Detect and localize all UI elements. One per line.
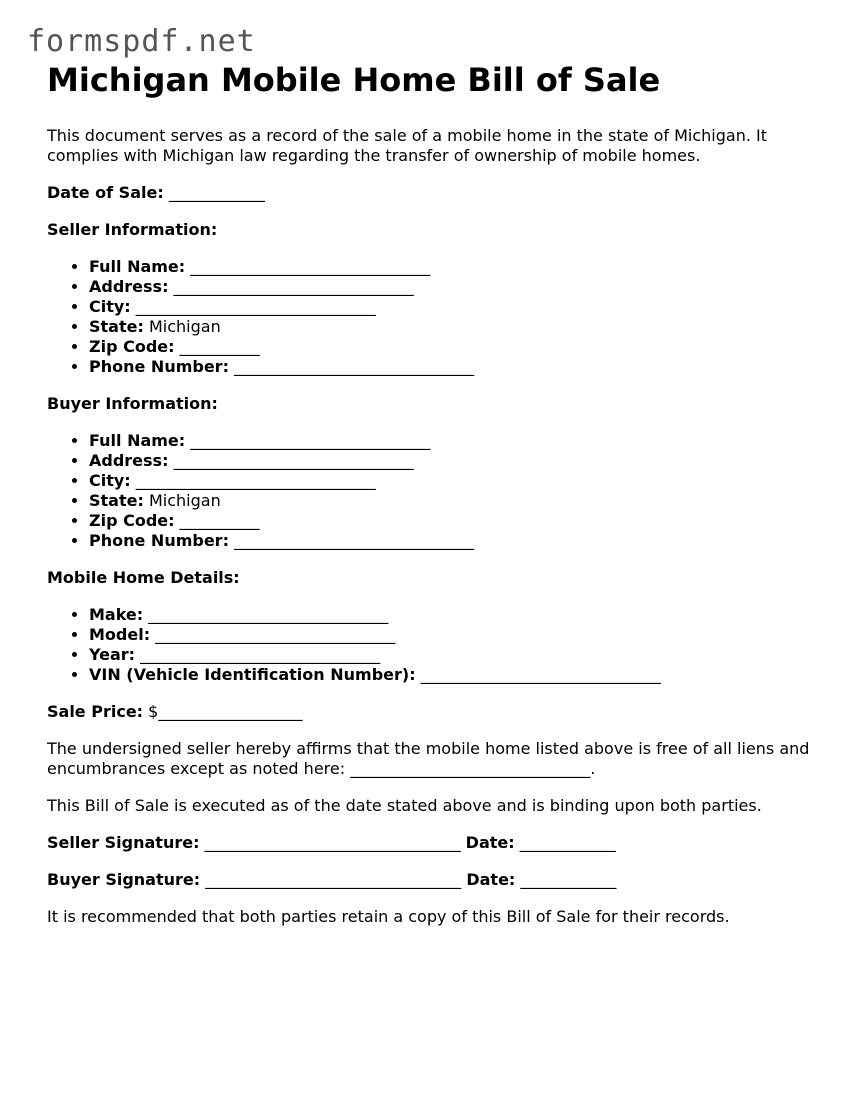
field-label: Make: bbox=[89, 605, 144, 624]
buyer-full-name-field[interactable]: ______________________________ bbox=[190, 431, 431, 450]
list-item bbox=[89, 451, 817, 471]
date-of-sale-label: Date of Sale: bbox=[47, 183, 164, 202]
date-of-sale-line bbox=[47, 183, 817, 203]
list-item bbox=[89, 645, 817, 665]
list-item bbox=[89, 357, 817, 377]
buyer-signature-line bbox=[47, 870, 817, 890]
seller-signature-line bbox=[47, 833, 817, 853]
seller-section-heading: Seller Information: bbox=[47, 220, 218, 239]
mobile-home-fields-list bbox=[47, 605, 817, 685]
list-item bbox=[89, 317, 817, 337]
field-label: Year: bbox=[89, 645, 136, 664]
model-field[interactable]: ______________________________ bbox=[155, 625, 396, 644]
liens-paragraph: The undersigned seller hereby affirms that the mobile home listed above is free of all liens and encumbrances except as noted here: ______________________________. bbox=[47, 739, 810, 778]
field-label: Address: bbox=[89, 277, 169, 296]
list-item bbox=[89, 531, 817, 551]
field-label: Model: bbox=[89, 625, 151, 644]
vin-field[interactable]: ______________________________ bbox=[420, 665, 661, 684]
seller-signature-field[interactable]: ________________________________ bbox=[204, 833, 461, 852]
buyer-address-field[interactable]: ______________________________ bbox=[173, 451, 414, 470]
sale-price-field[interactable]: $__________________ bbox=[148, 702, 303, 721]
buyer-phone-field[interactable]: ______________________________ bbox=[234, 531, 475, 550]
list-item bbox=[89, 431, 817, 451]
field-label: Address: bbox=[89, 451, 169, 470]
list-item bbox=[89, 257, 817, 277]
intro-paragraph: This document serves as a record of the sale of a mobile home in the state of Michigan. It complies with Michigan law regarding the transfer of ownership of mobile homes. bbox=[47, 126, 767, 165]
field-label: City: bbox=[89, 297, 131, 316]
seller-fields-list bbox=[47, 257, 817, 377]
sale-price-line bbox=[47, 702, 817, 722]
mobile-home-section-heading: Mobile Home Details: bbox=[47, 568, 240, 587]
buyer-section-heading: Buyer Information: bbox=[47, 394, 218, 413]
field-label: VIN (Vehicle Identification Number): bbox=[89, 665, 416, 684]
seller-date-label: Date: bbox=[465, 833, 515, 852]
seller-address-field[interactable]: ______________________________ bbox=[173, 277, 414, 296]
closing-paragraph: It is recommended that both parties retain a copy of this Bill of Sale for their records. bbox=[47, 907, 730, 926]
buyer-signature-field[interactable]: ________________________________ bbox=[205, 870, 462, 889]
seller-signature-label: Seller Signature: bbox=[47, 833, 200, 852]
list-item bbox=[89, 491, 817, 511]
list-item bbox=[89, 665, 817, 685]
list-item bbox=[89, 277, 817, 297]
year-field[interactable]: ______________________________ bbox=[140, 645, 381, 664]
seller-state-value: Michigan bbox=[148, 317, 221, 336]
document-body bbox=[47, 60, 817, 944]
field-label: State: bbox=[89, 491, 144, 510]
field-label: Zip Code: bbox=[89, 511, 175, 530]
buyer-city-field[interactable]: ______________________________ bbox=[135, 471, 376, 490]
field-label: Full Name: bbox=[89, 431, 186, 450]
field-label: Zip Code: bbox=[89, 337, 175, 356]
field-label: Full Name: bbox=[89, 257, 186, 276]
buyer-date-field[interactable]: ____________ bbox=[520, 870, 617, 889]
seller-date-field[interactable]: ____________ bbox=[519, 833, 616, 852]
field-label: Phone Number: bbox=[89, 357, 229, 376]
buyer-state-value: Michigan bbox=[148, 491, 221, 510]
list-item bbox=[89, 511, 817, 531]
buyer-signature-label: Buyer Signature: bbox=[47, 870, 201, 889]
field-label: Phone Number: bbox=[89, 531, 229, 550]
sale-price-label: Sale Price: bbox=[47, 702, 144, 721]
list-item bbox=[89, 337, 817, 357]
field-label: City: bbox=[89, 471, 131, 490]
buyer-date-label: Date: bbox=[466, 870, 516, 889]
date-of-sale-blank[interactable]: ____________ bbox=[168, 183, 265, 202]
list-item bbox=[89, 297, 817, 317]
page-title: Michigan Mobile Home Bill of Sale bbox=[47, 61, 661, 99]
binding-paragraph: This Bill of Sale is executed as of the date stated above and is binding upon both parties. bbox=[47, 796, 762, 815]
seller-full-name-field[interactable]: ______________________________ bbox=[190, 257, 431, 276]
list-item bbox=[89, 605, 817, 625]
buyer-zip-field[interactable]: __________ bbox=[179, 511, 260, 530]
watermark: formspdf.net bbox=[27, 24, 256, 59]
seller-zip-field[interactable]: __________ bbox=[179, 337, 260, 356]
make-field[interactable]: ______________________________ bbox=[148, 605, 389, 624]
seller-phone-field[interactable]: ______________________________ bbox=[234, 357, 475, 376]
buyer-fields-list bbox=[47, 431, 817, 551]
field-label: State: bbox=[89, 317, 144, 336]
list-item bbox=[89, 471, 817, 491]
seller-city-field[interactable]: ______________________________ bbox=[135, 297, 376, 316]
list-item bbox=[89, 625, 817, 645]
